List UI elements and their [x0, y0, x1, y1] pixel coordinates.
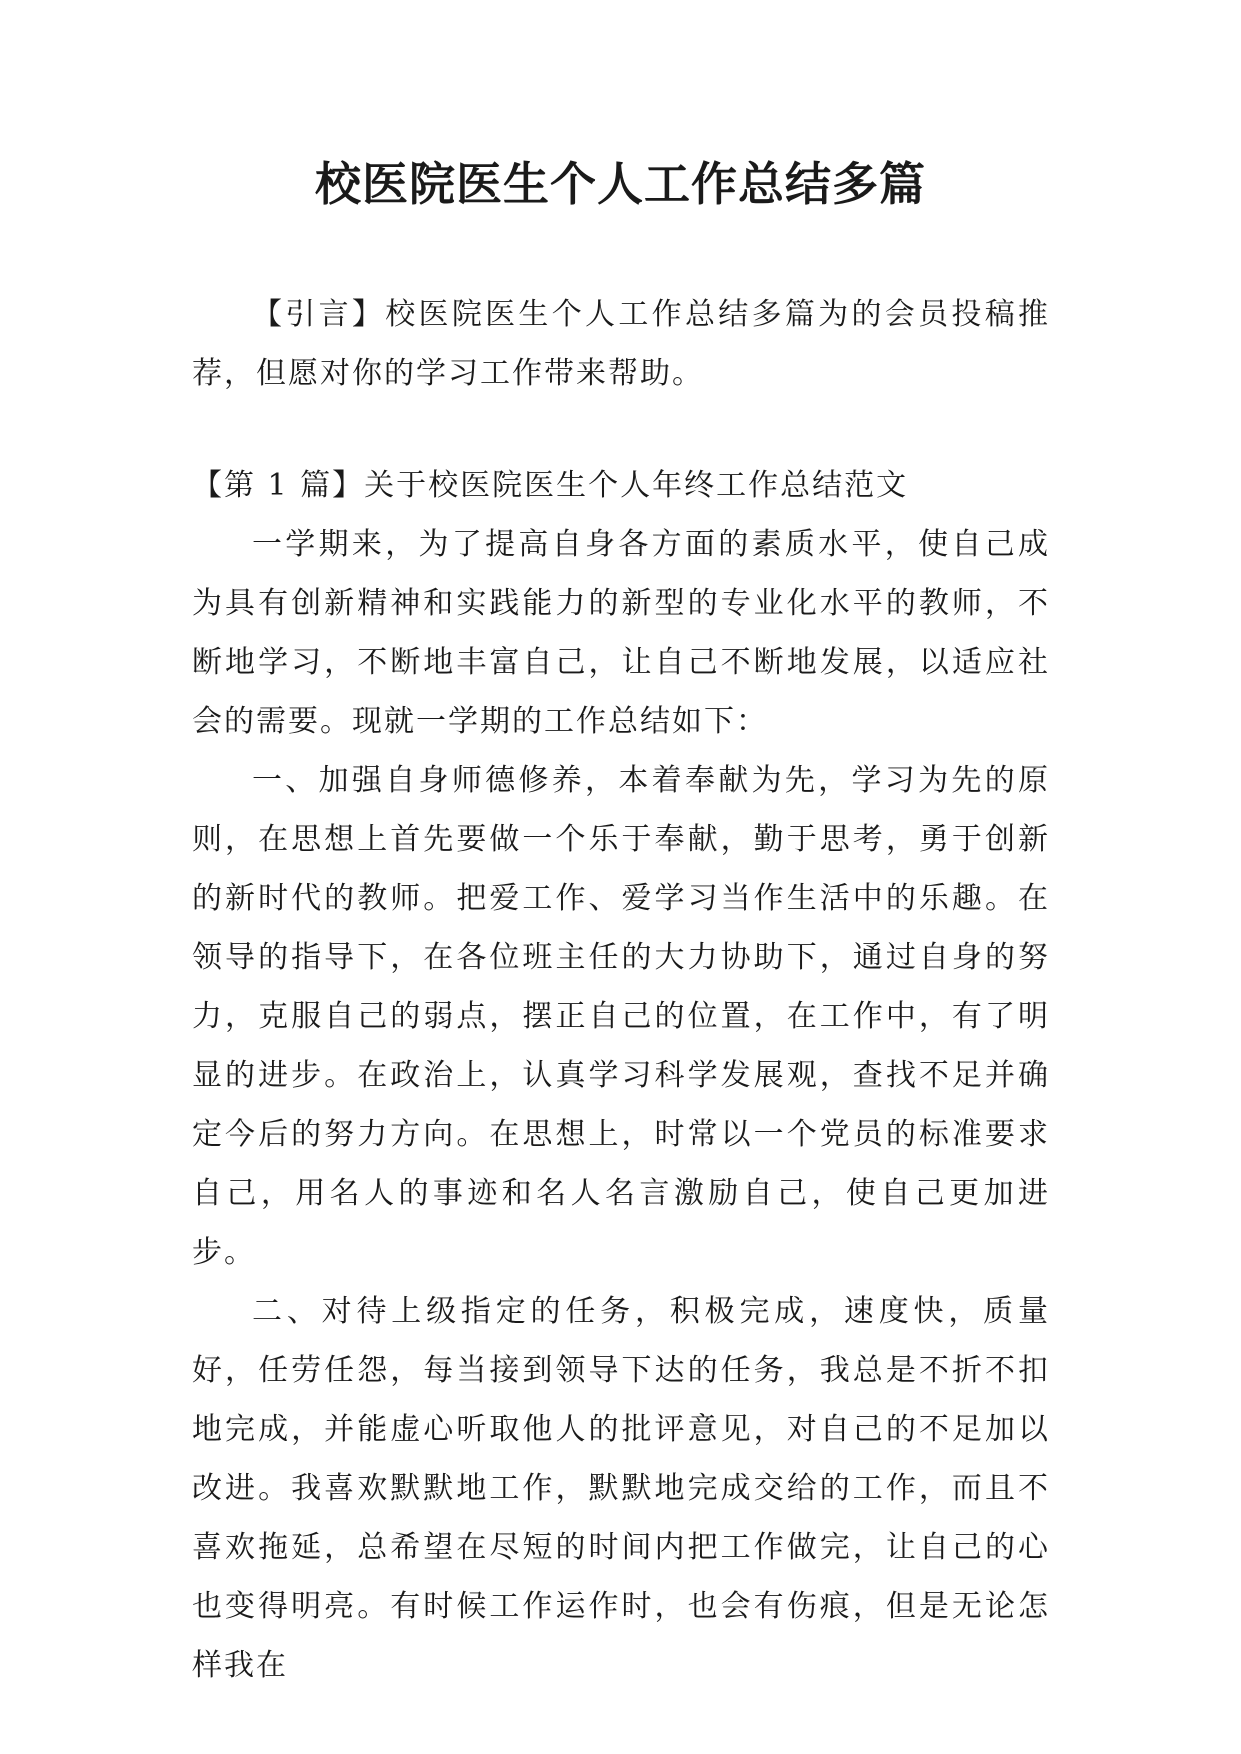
intro-block	[192, 285, 1050, 403]
body-paragraph: 一、加强自身师德修养，本着奉献为先，学习为先的原则，在思想上首先要做一个乐于奉献，勤于思考，勇于创新的新时代的教师。把爱工作、爱学习当作生活中的乐趣。在领导的指导下，在各位班主任的大力协助下，通过自身的努力，克服自己的弱点，摆正自己的位置，在工作中，有了明显的进步。在政治上，认真学习科学发展观，查找不足并确定今后的努力方向。在思想上，时常以一个党员的标准要求自己，用名人的事迹和名人名言激励自己，使自己更加进步。	[192, 763, 1050, 1270]
intro-paragraph: 【引言】校医院医生个人工作总结多篇为的会员投稿推荐，但愿对你的学习工作带来帮助。	[192, 297, 1050, 391]
body-paragraph: 一学期来，为了提高自身各方面的素质水平，使自己成为具有创新精神和实践能力的新型的专业化水平的教师，不断地学习，不断地丰富自己，让自己不断地发展，以适应社会的需要。现就一学期的工作总结如下：	[192, 527, 1050, 739]
body-paragraph: 二、对待上级指定的任务，积极完成，速度快，质量好，任劳任怨，每当接到领导下达的任务，我总是不折不扣地完成，并能虚心听取他人的批评意见，对自己的不足加以改进。我喜欢默默地工作，默默地完成交给的工作，而且不喜欢拖延，总希望在尽短的时间内把工作做完，让自己的心也变得明亮。有时候工作运作时，也会有伤痕，但是无论怎样我在	[192, 1294, 1050, 1683]
section-heading: 【第 1 篇】关于校医院医生个人年终工作总结范文	[192, 468, 909, 503]
article-body	[192, 456, 1050, 1695]
document-title: 校医院医生个人工作总结多篇	[315, 157, 926, 211]
